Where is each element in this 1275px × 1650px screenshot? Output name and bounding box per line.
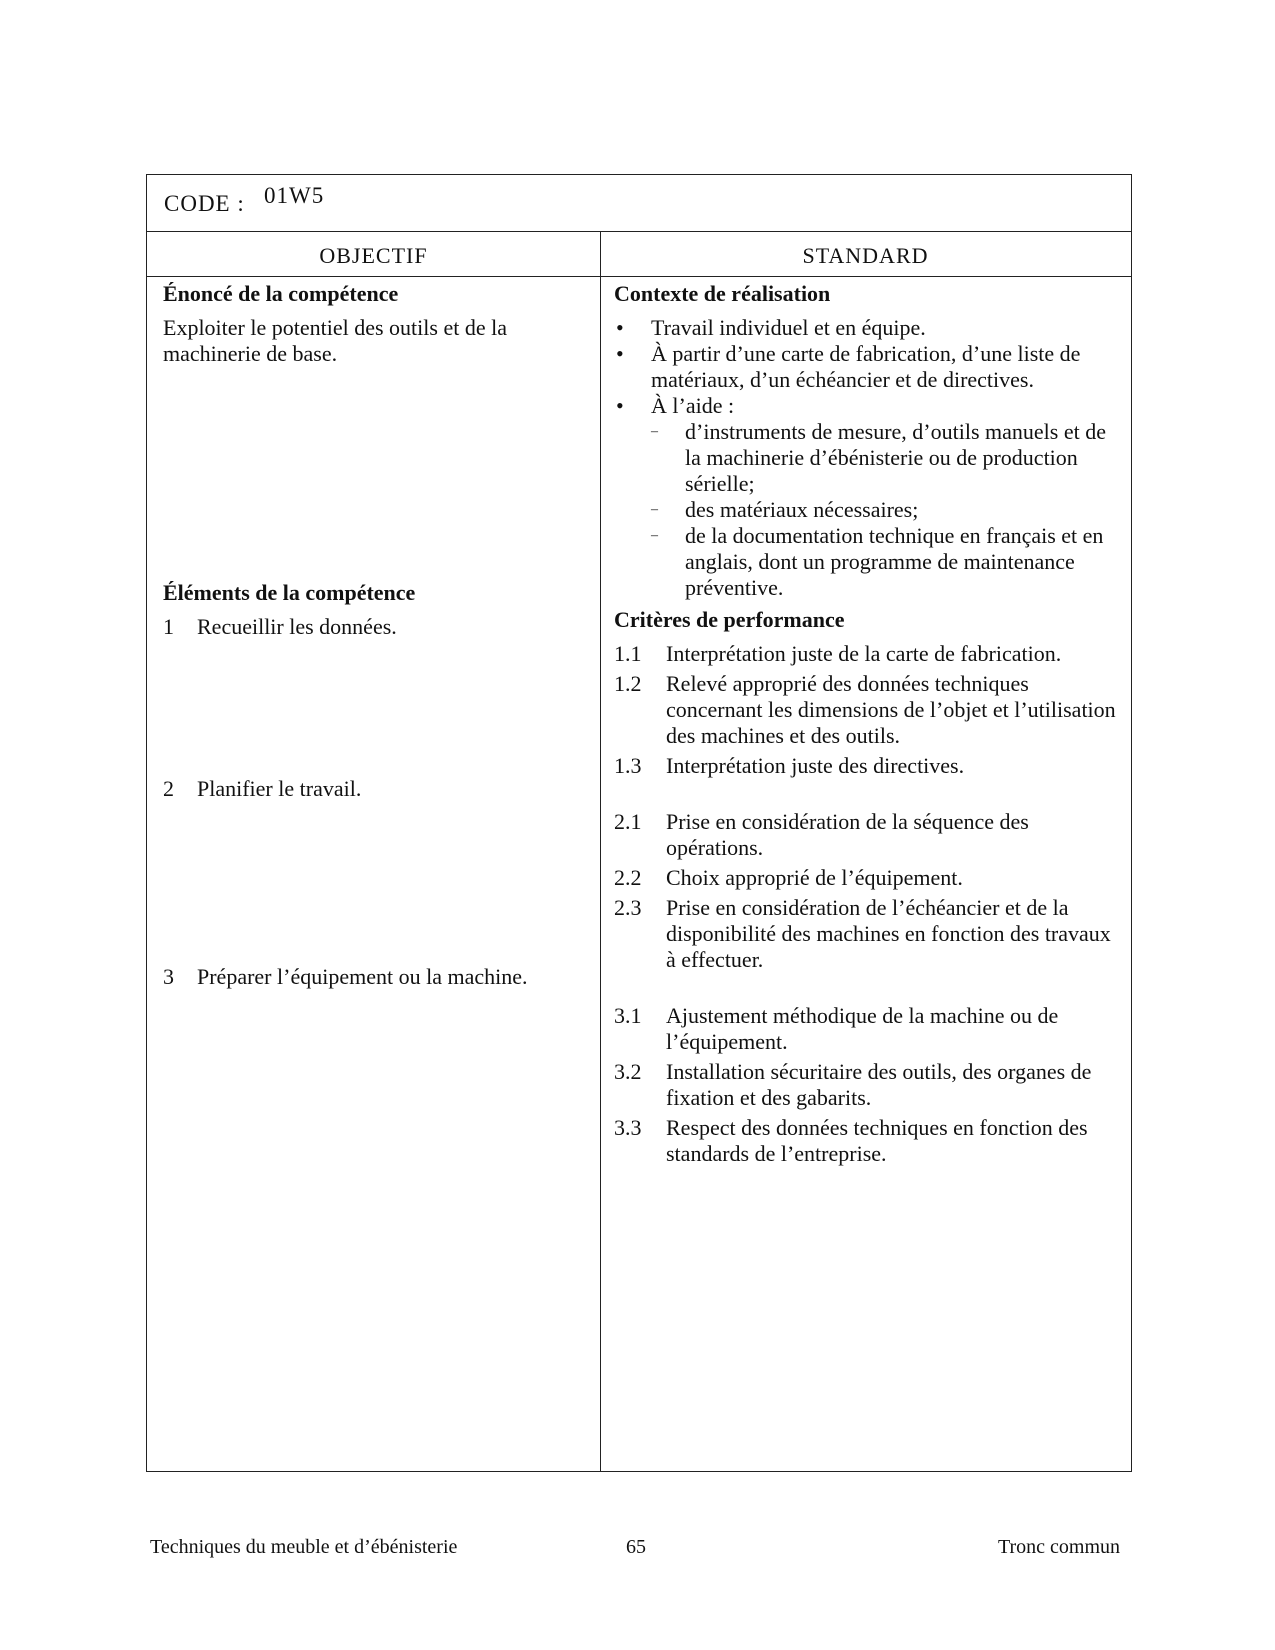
critere-number: 3.1 bbox=[614, 1003, 642, 1028]
element-text: Planifier le travail. bbox=[197, 776, 362, 801]
critere-item bbox=[614, 753, 1124, 779]
critere-text: Choix approprié de l’équipement. bbox=[666, 865, 963, 890]
element-item-2 bbox=[163, 776, 583, 802]
contexte-title: Contexte de réalisation bbox=[614, 281, 831, 306]
critere-text: Respect des données techniques en fonction des standards de l’entreprise. bbox=[666, 1115, 1088, 1166]
competency-table bbox=[146, 174, 1132, 1472]
critere-number: 1.2 bbox=[614, 671, 642, 696]
criteres-group-2 bbox=[614, 809, 1124, 973]
critere-item bbox=[614, 809, 1124, 861]
criteres-title: Critères de performance bbox=[614, 607, 845, 632]
critere-number: 3.2 bbox=[614, 1059, 642, 1084]
footer-program-title: Techniques du meuble et d’ébénisterie bbox=[150, 1536, 458, 1558]
critere-number: 2.2 bbox=[614, 865, 642, 890]
critere-number: 2.3 bbox=[614, 895, 642, 920]
element-text: Recueillir les données. bbox=[197, 614, 397, 639]
standard-header: STANDARD bbox=[802, 243, 929, 268]
critere-item bbox=[614, 1003, 1124, 1055]
critere-text: Relevé approprié des données techniques concernant les dimensions de l’objet et l’utilisation des machines et des outils. bbox=[666, 671, 1116, 748]
critere-text: Prise en considération de l’échéancier et de la disponibilité des machines en fonction des travaux à effectuer. bbox=[666, 895, 1111, 972]
objectif-header: OBJECTIF bbox=[319, 243, 428, 268]
critere-item bbox=[614, 1059, 1124, 1111]
code-label: CODE : bbox=[164, 191, 245, 216]
criteres-group-1 bbox=[614, 641, 1124, 779]
critere-text: Ajustement méthodique de la machine ou de l’équipement. bbox=[666, 1003, 1059, 1054]
elements-title: Éléments de la compétence bbox=[163, 580, 416, 605]
contexte-bullet-text: À l’aide : bbox=[651, 393, 735, 418]
critere-item bbox=[614, 1115, 1124, 1167]
contexte-sublist bbox=[651, 419, 1124, 601]
header-divider bbox=[147, 276, 1131, 277]
critere-item bbox=[614, 641, 1124, 667]
critere-number: 3.3 bbox=[614, 1115, 642, 1140]
critere-item bbox=[614, 895, 1124, 973]
contexte-subitem: – de la documentation technique en français et en anglais, dont un programme de maintenance préventive. bbox=[651, 523, 1124, 601]
element-text: Préparer l’équipement ou la machine. bbox=[197, 964, 528, 989]
critere-number: 1.1 bbox=[614, 641, 642, 666]
element-item-1 bbox=[163, 614, 583, 640]
critere-number: 1.3 bbox=[614, 753, 642, 778]
critere-item bbox=[614, 671, 1124, 749]
code-row bbox=[147, 175, 1131, 232]
contexte-subitem: – d’instruments de mesure, d’outils manuels et de la machinerie d’ébénisterie ou de production sérielle; bbox=[651, 419, 1124, 497]
contexte-list bbox=[614, 315, 1124, 601]
critere-number: 2.1 bbox=[614, 809, 642, 834]
element-number: 1 bbox=[163, 614, 174, 639]
objectif-column bbox=[163, 281, 583, 990]
element-number: 2 bbox=[163, 776, 174, 801]
critere-text: Interprétation juste des directives. bbox=[666, 753, 965, 778]
enonce-title: Énoncé de la compétence bbox=[163, 281, 399, 306]
element-item-3 bbox=[163, 964, 583, 990]
standard-column bbox=[614, 281, 1124, 1171]
critere-text: Interprétation juste de la carte de fabrication. bbox=[666, 641, 1062, 666]
element-number: 3 bbox=[163, 964, 174, 989]
footer-section: Tronc commun bbox=[998, 1536, 1121, 1558]
enonce-text: Exploiter le potentiel des outils et de la machinerie de base. bbox=[163, 315, 507, 366]
contexte-bullet: • Travail individuel et en équipe. bbox=[614, 315, 1124, 341]
criteres-group-3 bbox=[614, 1003, 1124, 1167]
contexte-bullet bbox=[614, 393, 1124, 601]
critere-text: Installation sécuritaire des outils, des organes de fixation et des gabarits. bbox=[666, 1059, 1092, 1110]
contexte-bullet: • À partir d’une carte de fabrication, d’une liste de matériaux, d’un échéancier et de directives. bbox=[614, 341, 1124, 393]
contexte-subitem: – des matériaux nécessaires; bbox=[651, 497, 1124, 523]
code-value: 01W5 bbox=[264, 183, 325, 208]
critere-item bbox=[614, 865, 1124, 891]
critere-text: Prise en considération de la séquence des opérations. bbox=[666, 809, 1029, 860]
page-number: 65 bbox=[626, 1536, 646, 1558]
column-divider bbox=[600, 231, 601, 1471]
